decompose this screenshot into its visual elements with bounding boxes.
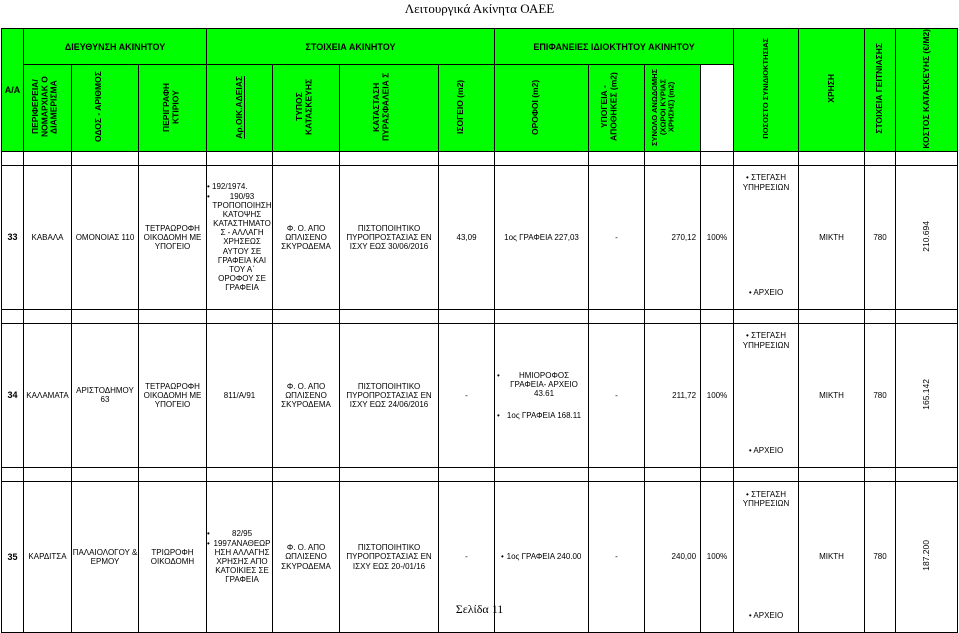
header-use: ΧΡΗΣΗ <box>799 29 865 152</box>
col-floors: ΟΡΟΦΟΙ (m2) <box>495 65 589 152</box>
header-owned-areas: ΕΠΙΦΑΝΕΙΕΣ ΙΔΙΟΚΤΗΤΟΥ ΑΚΙΝΗΤΟΥ <box>495 29 734 65</box>
cell-building-desc: ΤΕΤΡΑΩΡΟΦΗ ΟΙΚΟΔΟΜΗ ΜΕ ΥΠΟΓΕΙΟ <box>139 165 207 309</box>
cell-region: ΚΑΡΔΙΤΣΑ <box>24 481 72 632</box>
cell-total-area: 211,72 <box>645 323 701 467</box>
table-row <box>2 323 958 467</box>
header-neighborhood: ΣΤΟΙΧΕΙΑ ΓΕΙΤΝΙΑΣΗΣ <box>865 29 896 152</box>
col-ground-floor: ΙΣΟΓΕΙΟ (m2) <box>439 65 495 152</box>
col-permit-no: Αρ.ΟΙΚ.ΑΔΕΙΑΣ <box>207 65 273 152</box>
cell-neighborhood: ΜΙΚΤΗ <box>799 481 865 632</box>
separator-row <box>2 309 958 323</box>
cell-share: 100% <box>701 323 734 467</box>
cell-basement: - <box>589 165 645 309</box>
properties-table <box>1 28 958 633</box>
cell-construction-type: Φ. Ο. ΑΠΟ ΩΠΛΙΣΕΝΟ ΣΚΥΡΟΔΕΜΑ <box>273 481 340 632</box>
cell-street: ΠΑΛΑΙΟΛΟΓΟΥ & ΕΡΜΟΥ <box>72 481 139 632</box>
cell-insured-value: 210.694 <box>896 165 958 309</box>
col-basement: ΥΠΟΓΕΙΑ - ΑΠΟΘΗΚΕΣ (m2) <box>589 65 645 152</box>
cell-permit-no: • 192/1974. • 190/93 ΤΡΟΠΟΠΟΙΗΣΗ ΚΑΤΟΨΗΣ ΚΑΤΑΣΤΗΜΑΤΟ Σ - ΑΛΛΑΓΗ ΧΡΗΣΕΩΣ ΑΥΤΟΥ ΣΕ ΓΡΑΦΕΙΑ ΚΑΙ ΤΟΥ Α΄ ΟΡΟΦΟΥ ΣΕ ΓΡΑΦΕΙΑ <box>207 165 273 309</box>
cell-floors: • ΗΜΙΟΡΟΦΟΣ ΓΡΑΦΕΙΑ- ΑΡΧΕΙΟ 43.61 • 1ος ΓΡΑΦΕΙΑ 168.11 <box>495 323 589 467</box>
cell-total-area: 240,00 <box>645 481 701 632</box>
cell-total-area: 270,12 <box>645 165 701 309</box>
separator-row <box>2 467 958 481</box>
cell-ground-floor: 43,09 <box>439 165 495 309</box>
cell-basement: - <box>589 323 645 467</box>
cell-region: ΚΑΒΑΛΑ <box>24 165 72 309</box>
col-region: ΠΕΡΙΦΕΡΕΙΑ/ ΝΟΜΑΡΧΙΑΚ Ο ΔΙΑΜΕΡΙΣΜΑ <box>24 65 72 152</box>
cell-street: ΑΡΙΣΤΟΔΗΜΟΥ 63 <box>72 323 139 467</box>
cell-fire-safety: ΠΙΣΤΟΠΟΙΗΤΙΚΟ ΠΥΡΟΠΡΟΣΤΑΣΙΑΣ ΕΝ ΙΣΧΥ ΕΩΣ 20-/01/16 <box>340 481 439 632</box>
header-property-data: ΣΤΟΙΧΕΙΑ ΑΚΙΝΗΤΟΥ <box>207 29 495 65</box>
cell-ground-floor: - <box>439 323 495 467</box>
cell-use: • ΣΤΕΓΑΣΗ ΥΠΗΡΕΣΙΩΝ • ΑΡΧΕΙΟ <box>734 323 799 467</box>
cell-street: ΟΜΟΝΟΙΑΣ 110 <box>72 165 139 309</box>
cell-cost: 780 <box>865 323 896 467</box>
header-construction-cost: ΚΟΣΤΟΣ ΚΑΤΑΣΚΕΥΗΣ (€/Μ2) <box>896 29 958 152</box>
cell-use: • ΣΤΕΓΑΣΗ ΥΠΗΡΕΣΙΩΝ • ΑΡΧΕΙΟ <box>734 165 799 309</box>
separator-row <box>2 151 958 165</box>
cell-share: 100% <box>701 481 734 632</box>
cell-permit-no: 811/Α/91 <box>207 323 273 467</box>
cell-fire-safety: ΠΙΣΤΟΠΟΙΗΤΙΚΟ ΠΥΡΟΠΡΟΣΤΑΣΙΑΣ ΕΝ ΙΣΧΥ ΕΩΣ 30/06/2016 <box>340 165 439 309</box>
cell-neighborhood: ΜΙΚΤΗ <box>799 165 865 309</box>
cell-aa: 33 <box>2 165 24 309</box>
cell-aa: 35 <box>2 481 24 632</box>
cell-floors: 1ος ΓΡΑΦΕΙΑ 227,03 <box>495 165 589 309</box>
header-directorate: ΔΙΕΥΘΥΝΣΗ ΑΚΙΝΗΤΟΥ <box>24 29 207 65</box>
col-construction-type: ΤΥΠΟΣ ΚΑΤΑΣΚΕΥΗΣ <box>273 65 340 152</box>
cell-share: 100% <box>701 165 734 309</box>
cell-construction-type: Φ. Ο. ΑΠΟ ΩΠΛΙΣΕΝΟ ΣΚΥΡΟΔΕΜΑ <box>273 323 340 467</box>
header-aa: Α/Α <box>2 29 24 152</box>
cell-cost: 780 <box>865 481 896 632</box>
cell-region: ΚΑΛΑΜΑΤΑ <box>24 323 72 467</box>
header-share: ΠΟΣΟΣΤΟ ΣΥΝΙΔΙΟΚΤΗΣΙΑΣ <box>734 29 799 152</box>
cell-building-desc: ΤΡΙΩΡΟΦΗ ΟΙΚΟΔΟΜΗ <box>139 481 207 632</box>
col-fire-safety: ΚΑΤΑΣΤΑΣΗ ΠΥΡΑΣΦΑΛΕΙΑ Σ <box>340 65 439 152</box>
col-total-area: ΣΥΝΟΛΟ ΑΝΩΔΟΜΗΣ (ΧΩΡΟΙ ΚΥΡΙΑΣ ΧΡΗΣΗΣ) (m2) <box>645 65 701 152</box>
cell-ground-floor: - <box>439 481 495 632</box>
cell-use: • ΣΤΕΓΑΣΗ ΥΠΗΡΕΣΙΩΝ • ΑΡΧΕΙΟ <box>734 481 799 632</box>
cell-permit-no: • 82/95 • 1997ΑΝΑΘΕΩΡ ΗΣΗ ΑΛΛΑΓΗΣ ΧΡΗΣΗΣ ΑΠΟ ΚΑΤΟΙΚΙΕΣ ΣΕ ΓΡΑΦΕΙΑ <box>207 481 273 632</box>
cell-fire-safety: ΠΙΣΤΟΠΟΙΗΤΙΚΟ ΠΥΡΟΠΡΟΣΤΑΣΙΑΣ ΕΝ ΙΣΧΥ ΕΩΣ 24/06/2016 <box>340 323 439 467</box>
cell-building-desc: ΤΕΤΡΑΩΡΟΦΗ ΟΙΚΟΔΟΜΗ ΜΕ ΥΠΟΓΕΙΟ <box>139 323 207 467</box>
group-header-row <box>2 29 958 65</box>
col-street: ΟΔΟΣ - ΑΡΙΘΜΟΣ <box>72 65 139 152</box>
cell-basement: - <box>589 481 645 632</box>
cell-cost: 780 <box>865 165 896 309</box>
table-row <box>2 165 958 309</box>
cell-insured-value: 187.200 <box>896 481 958 632</box>
col-building-desc: ΠΕΡΙΓΡΑΦΗ ΚΤΙΡΙΟΥ <box>139 65 207 152</box>
cell-insured-value: 165.142 <box>896 323 958 467</box>
cell-floors: • 1ος ΓΡΑΦΕΙΑ 240.00 <box>495 481 589 632</box>
cell-neighborhood: ΜΙΚΤΗ <box>799 323 865 467</box>
page-number: Σελίδα 11 <box>455 602 504 616</box>
cell-aa: 34 <box>2 323 24 467</box>
page-title: Λειτουργικά Ακίνητα ΟΑΕΕ <box>404 1 555 16</box>
cell-construction-type: Φ. Ο. ΑΠΟ ΩΠΛΙΣΕΝΟ ΣΚΥΡΟΔΕΜΑ <box>273 165 340 309</box>
